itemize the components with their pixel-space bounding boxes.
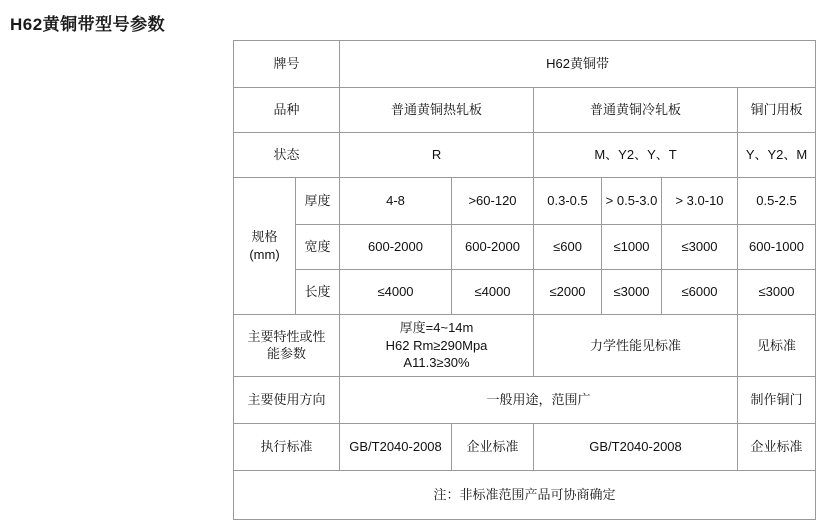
- thickness-value-5: > 3.0-10: [662, 178, 738, 225]
- table-row-features: [234, 315, 816, 377]
- variety-label: 品种: [234, 88, 340, 133]
- standard-value-4: 企业标准: [738, 423, 816, 470]
- thickness-value-1: 4-8: [340, 178, 452, 225]
- spec-label-line1: 规格: [251, 229, 278, 245]
- width-label: 宽度: [296, 225, 340, 270]
- thickness-value-2: >60-120: [452, 178, 534, 225]
- table-row-usage: [234, 376, 816, 423]
- variety-value-hot: 普通黄铜热轧板: [340, 88, 534, 133]
- length-value-2: ≤4000: [452, 270, 534, 315]
- standard-label: 执行标准: [234, 423, 340, 470]
- table-row-width: [234, 225, 816, 270]
- width-value-1: 600-2000: [340, 225, 452, 270]
- width-value-5: ≤3000: [662, 225, 738, 270]
- feature-label: [234, 315, 340, 377]
- width-value-3: ≤600: [534, 225, 602, 270]
- table-row-brand: [234, 41, 816, 88]
- thickness-value-6: 0.5-2.5: [738, 178, 816, 225]
- standard-value-3: GB/T2040-2008: [534, 423, 738, 470]
- standard-value-1: GB/T2040-2008: [340, 423, 452, 470]
- table-row-thickness: [234, 178, 816, 225]
- standard-value-2: 企业标准: [452, 423, 534, 470]
- width-value-4: ≤1000: [602, 225, 662, 270]
- table-row-variety: [234, 88, 816, 133]
- feature-param-thickness: 厚度=4~14m: [399, 320, 474, 335]
- table-row-state: [234, 133, 816, 178]
- length-value-3: ≤2000: [534, 270, 602, 315]
- feature-value-standard: 见标准: [738, 315, 816, 377]
- table-row-length: [234, 270, 816, 315]
- state-value-r: R: [340, 133, 534, 178]
- length-value-1: ≤4000: [340, 270, 452, 315]
- variety-value-door: 铜门用板: [738, 88, 816, 133]
- length-value-6: ≤3000: [738, 270, 816, 315]
- brand-value: H62黄铜带: [340, 41, 816, 88]
- table-row-note: [234, 470, 816, 519]
- state-value-myt: M、Y2、Y、T: [534, 133, 738, 178]
- spec-table-container: [233, 40, 815, 520]
- thickness-label: 厚度: [296, 178, 340, 225]
- width-value-6: 600-1000: [738, 225, 816, 270]
- thickness-value-3: 0.3-0.5: [534, 178, 602, 225]
- state-value-ym: Y、Y2、M: [738, 133, 816, 178]
- feature-value-params: [340, 315, 534, 377]
- note-text: 注：非标准范围产品可协商确定: [234, 470, 816, 519]
- spec-label-line2: (mm): [249, 247, 280, 262]
- feature-param-elongation: A11.3≥30%: [403, 355, 470, 371]
- page-title: H62黄铜带型号参数: [10, 15, 166, 34]
- length-value-5: ≤6000: [662, 270, 738, 315]
- brand-label: 牌号: [234, 41, 340, 88]
- width-value-2: 600-2000: [452, 225, 534, 270]
- feature-param-rm: H62 Rm≥290Mpa: [385, 337, 488, 353]
- state-label: 状态: [234, 133, 340, 178]
- spec-label: [234, 178, 296, 315]
- length-value-4: ≤3000: [602, 270, 662, 315]
- thickness-value-4: > 0.5-3.0: [602, 178, 662, 225]
- length-label: 长度: [296, 270, 340, 315]
- spec-table: [233, 40, 816, 520]
- feature-value-mechanical: 力学性能见标准: [534, 315, 738, 377]
- usage-label: 主要使用方向: [234, 376, 340, 423]
- table-row-standard: [234, 423, 816, 470]
- usage-value-door: 制作铜门: [738, 376, 816, 423]
- feature-label-line1: 主要特性或性: [247, 328, 326, 344]
- feature-label-line2: 能参数: [267, 346, 307, 362]
- variety-value-cold: 普通黄铜冷轧板: [534, 88, 738, 133]
- usage-value-general: 一般用途，范围广: [340, 376, 738, 423]
